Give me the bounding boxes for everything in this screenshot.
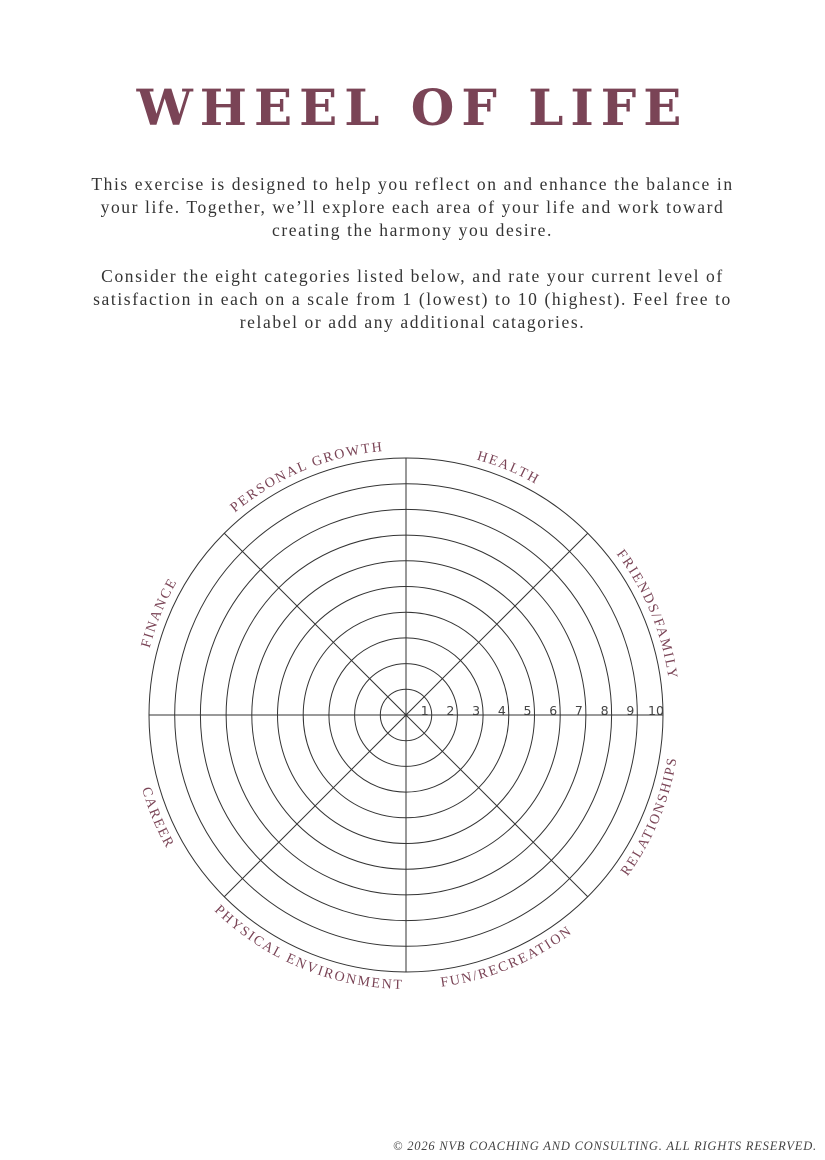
- scale-number-4: 4: [497, 703, 506, 718]
- copyright-footer: © 2026 NVB COACHING AND CONSULTING. ALL RIGHTS RESERVED.: [393, 1139, 817, 1153]
- page-title: WHEEL OF LIFE: [136, 78, 689, 137]
- category-label-relationships: RELATIONSHIPS: [618, 755, 681, 879]
- category-label-physical-environment: PHYSICAL ENVIRONMENT: [211, 902, 404, 994]
- intro-paragraph: This exercise is designed to help you reflect on and enhance the balance in your life. Together, we’ll explore each area of your life and work toward creating the harmony you desire.: [91, 174, 734, 240]
- scale-number-1: 1: [420, 703, 429, 718]
- scale-number-10: 10: [648, 703, 664, 718]
- scale-number-7: 7: [574, 703, 583, 718]
- category-label-health: HEALTH: [475, 448, 543, 489]
- category-label-friends-family: FRIENDS/FAMILY: [613, 547, 680, 682]
- category-label-finance: FINANCE: [138, 575, 181, 650]
- scale-number-5: 5: [523, 703, 532, 718]
- wheel-spokes: [149, 458, 663, 972]
- category-label-career: CAREER: [138, 785, 177, 852]
- scale-number-3: 3: [472, 703, 481, 718]
- scale-number-2: 2: [446, 703, 455, 718]
- scale-number-6: 6: [549, 703, 558, 718]
- scale-number-9: 9: [626, 703, 635, 718]
- wheel-category-labels: [138, 440, 680, 993]
- category-label-fun-recreation: FUN/RECREATION: [439, 923, 576, 991]
- scale-number-8: 8: [600, 703, 609, 718]
- instructions-paragraph: Consider the eight categories listed below, and rate your current level of satisfaction in each on a scale from 1 (lowest) to 10 (highest). Feel free to relabel or add any additional catagories.: [93, 266, 732, 332]
- category-label-personal-growth: PERSONAL GROWTH: [227, 439, 385, 516]
